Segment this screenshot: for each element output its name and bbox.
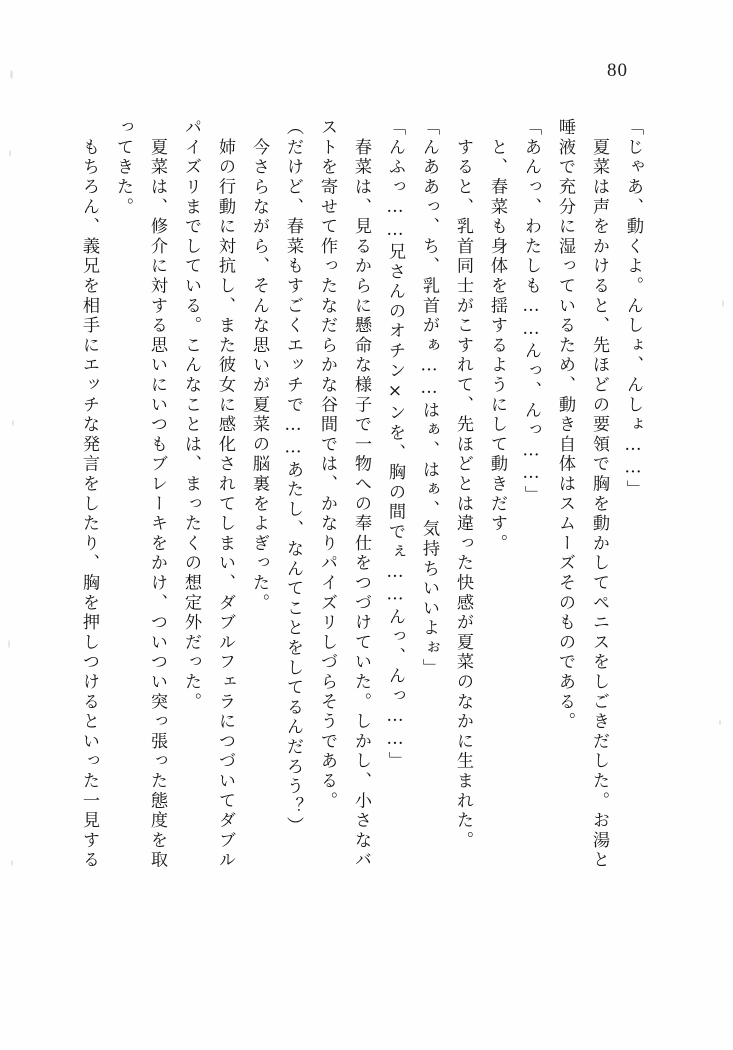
text-column: ストを寄せて作ったなだらかな谷間では、かなりパイズリしづらそうである。	[317, 118, 337, 811]
text-column: もちろん、義兄を相手にエッチな発言をしたり、胸を押しつけるといった一見する	[79, 118, 99, 871]
text-column: 春菜は、見るからに懸命な様子で一物への奉仕をつづけていた。しかし、小さなバ	[351, 118, 371, 871]
text-column: 唾液で充分に湿っているため、動き自体はスムーズそのものである。	[555, 118, 575, 732]
text-column: すると、乳首同士がこすれて、先ほどとは違った快感が夏菜のなかに生まれた。	[453, 118, 473, 851]
text-column: 「んああっ、ち、乳首がぁ……はぁ、はぁ、気持ちいいよぉ」	[419, 118, 439, 678]
scan-speck	[722, 300, 724, 307]
text-column: 「じゃあ、動くよ。んしょ、んしょ……」	[623, 118, 643, 500]
page-number: 80	[607, 60, 628, 81]
text-column: ってきた。	[113, 118, 133, 217]
text-column: 夏菜は声をかけると、先ほどの要領で胸を動かしてペニスをしごきだした。お湯と	[589, 118, 609, 871]
scan-speck	[12, 420, 14, 426]
scan-speck	[10, 70, 13, 79]
text-column: 「あんっ、わたしも……んっ、んっ……」	[521, 118, 541, 506]
text-column: 「んふっ……兄さんのオチン×ンを、胸の間でぇ……んっ、んっ……」	[385, 118, 405, 772]
text-column: 今さらながら、そんな思いが夏菜の脳裏をよぎった。	[249, 118, 269, 613]
scan-speck	[11, 860, 13, 866]
vertical-text-body	[79, 118, 643, 953]
text-column: 夏菜は、修介に対する思いにいつもブレーキをかけ、ついつい突っ張った態度を取	[147, 118, 167, 871]
scan-speck	[8, 640, 10, 648]
text-column: 姉の行動に対抗し、また彼女に感化されてしまい、ダブルフェラにつづいてダブル	[215, 118, 235, 871]
text-column: （だけど、春菜もすごくエッチで……あたし、なんてことをしてるんだろう？）	[283, 118, 303, 837]
scan-speck	[719, 720, 721, 725]
text-column: パイズリまでしている。こんなことは、まったくの想定外だった。	[181, 118, 201, 712]
scan-speck	[9, 150, 11, 157]
text-column: と、春菜も身体を揺するようにして動きだす。	[487, 118, 507, 554]
